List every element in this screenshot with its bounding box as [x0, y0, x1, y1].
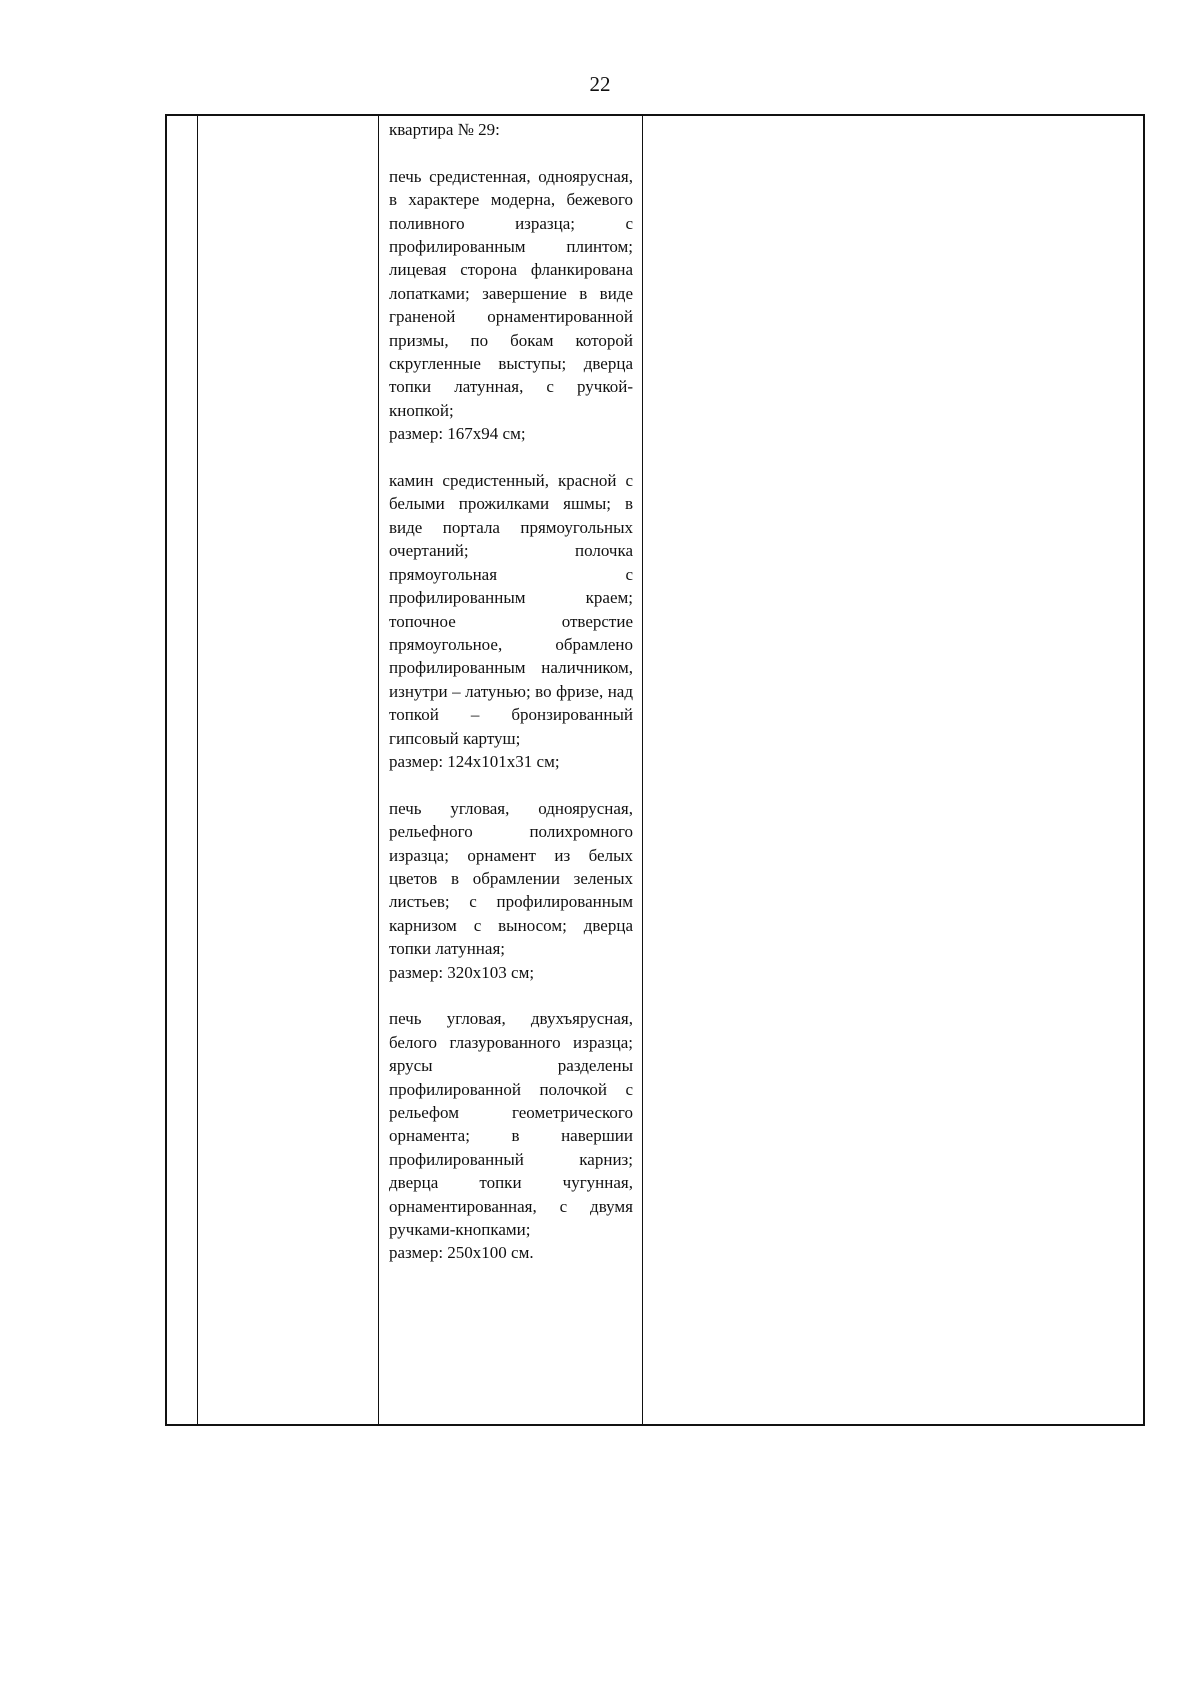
- column-divider: [197, 116, 198, 1424]
- column-divider: [378, 116, 379, 1424]
- item-size: размер: 250х100 см.: [389, 1243, 534, 1263]
- item-size: размер: 320х103 см;: [389, 962, 535, 982]
- document-table: [165, 114, 1145, 1426]
- page-number: 22: [589, 72, 611, 96]
- item-description: печь угловая, одноярусная, рельефного полихромного изразца; орнамент из белых цветов в обрамлении зеленых листьев; с профилированным карнизом с выносом; дверца топки латунная;: [389, 798, 633, 959]
- item-size: размер: 167х94 см;: [389, 424, 526, 444]
- object-description-cell: [389, 118, 633, 1265]
- item-description: камин средистенный, красной с белыми прожилками яшмы; в виде портала прямоугольных очертаний; полочка прямоугольная с профилированным краем; топочное отверстие прямоугольное, обрамлено профилированным наличником, изнутри – латунью; во фризе, над топкой – бронзированный гипсовый картуш;: [389, 471, 633, 748]
- item-size: размер: 124х101х31 см;: [389, 751, 560, 771]
- column-divider: [642, 116, 643, 1424]
- apartment-heading: квартира № 29:: [389, 120, 500, 139]
- item-description: печь угловая, двухъярусная, белого глазурованного изразца; ярусы разделены профилированной полочкой с рельефом геометрического орнамента; в навершии профилированный карниз; дверца топки чугунная, орнаментированная, с двумя ручками-кнопками;: [389, 1009, 633, 1240]
- item-description: печь средистенная, одноярусная, в характере модерна, бежевого поливного изразца; с профилированным плинтом; лицевая сторона фланкирована лопатками; завершение в виде граненой орнаментированной призмы, по бокам которой скругленные выступы; дверца топки латунная, с ручкой-кнопкой;: [389, 166, 633, 420]
